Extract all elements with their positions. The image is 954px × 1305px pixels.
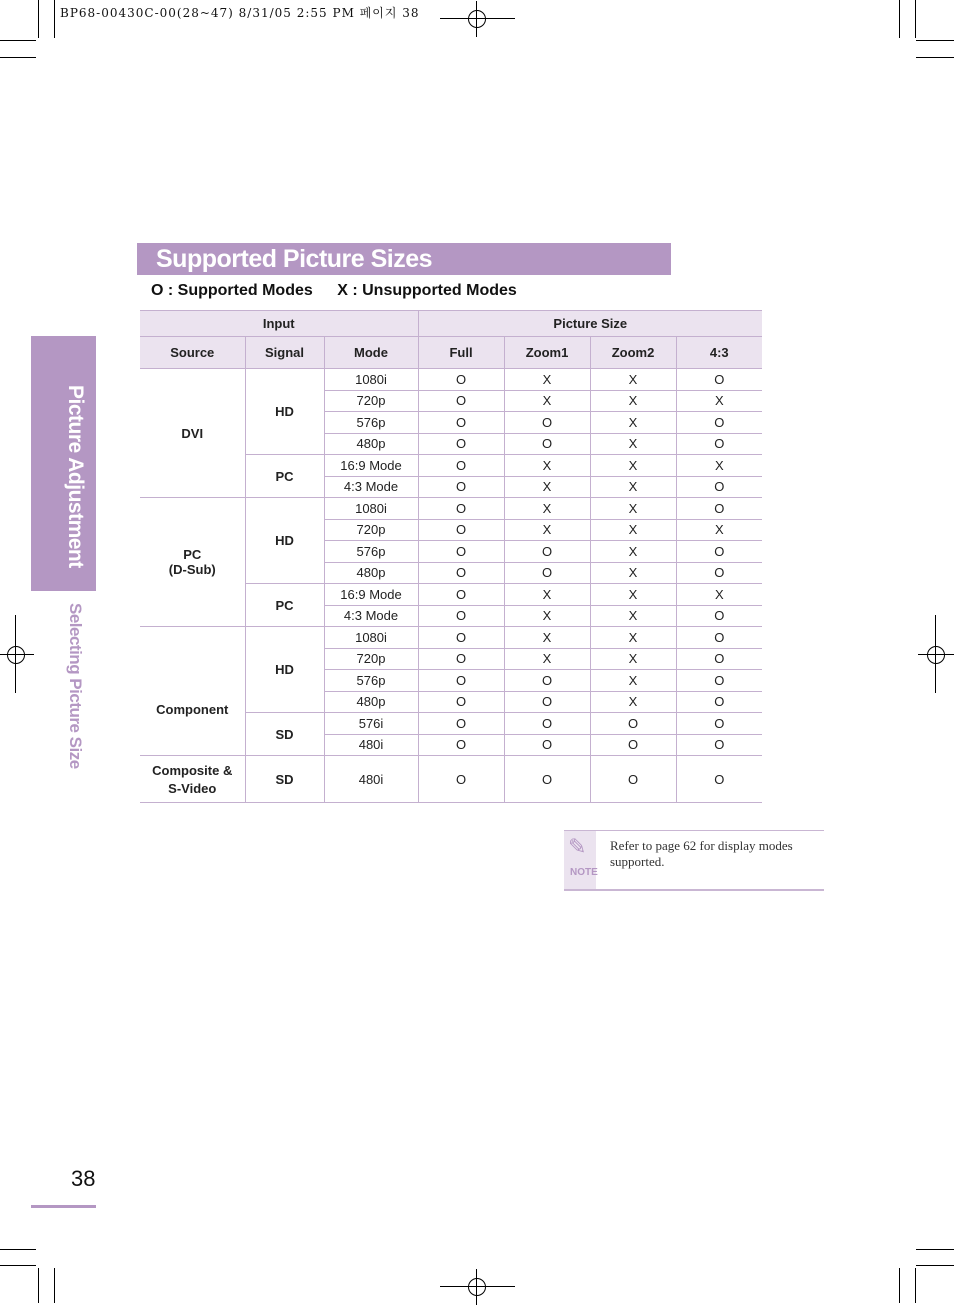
- source-line: Composite &: [152, 762, 233, 778]
- value-cell: O: [418, 433, 504, 455]
- value-cell: O: [676, 541, 762, 563]
- signal-cell: HD: [245, 627, 324, 713]
- source-line: S-Video: [168, 780, 217, 796]
- value-cell: O: [504, 562, 590, 584]
- value-cell: O: [504, 756, 590, 803]
- value-cell: O: [676, 498, 762, 520]
- mode-cell: 16:9 Mode: [324, 455, 418, 477]
- value-cell: O: [504, 691, 590, 713]
- crop-mark: [916, 57, 954, 58]
- signal-cell: SD: [245, 713, 324, 756]
- table-row: [140, 756, 762, 803]
- value-cell: O: [504, 412, 590, 434]
- value-cell: O: [418, 584, 504, 606]
- signal-cell: HD: [245, 369, 324, 455]
- crop-mark: [916, 1265, 954, 1266]
- mode-cell: 576p: [324, 412, 418, 434]
- value-cell: O: [676, 433, 762, 455]
- legend-supported: O : Supported Modes: [151, 282, 313, 299]
- value-cell: O: [676, 369, 762, 391]
- value-cell: O: [418, 455, 504, 477]
- registration-mark: [918, 637, 954, 673]
- mode-cell: 576i: [324, 713, 418, 735]
- column-header: Full: [418, 337, 504, 369]
- legend-unsupported: X : Unsupported Modes: [337, 282, 517, 299]
- crop-mark: [916, 1249, 954, 1250]
- note-label: NOTE: [570, 867, 598, 878]
- value-cell: O: [590, 713, 676, 735]
- mode-cell: 4:3 Mode: [324, 605, 418, 627]
- column-header: Zoom2: [590, 337, 676, 369]
- value-cell: O: [418, 369, 504, 391]
- value-cell: O: [676, 648, 762, 670]
- value-cell: X: [590, 605, 676, 627]
- mode-cell: 480p: [324, 562, 418, 584]
- legend: [151, 282, 517, 300]
- value-cell: X: [590, 562, 676, 584]
- value-cell: X: [590, 670, 676, 692]
- crop-mark: [0, 40, 36, 41]
- signal-cell: HD: [245, 498, 324, 584]
- mode-cell: 1080i: [324, 627, 418, 649]
- value-cell: O: [676, 691, 762, 713]
- table-row: [140, 369, 762, 391]
- crop-mark: [899, 0, 900, 38]
- value-cell: X: [590, 412, 676, 434]
- signal-cell: PC: [245, 584, 324, 627]
- value-cell: O: [676, 476, 762, 498]
- mode-cell: 16:9 Mode: [324, 584, 418, 606]
- mode-cell: 720p: [324, 519, 418, 541]
- value-cell: O: [676, 562, 762, 584]
- value-cell: O: [676, 734, 762, 756]
- value-cell: X: [504, 605, 590, 627]
- crop-mark: [899, 1268, 900, 1303]
- value-cell: O: [676, 412, 762, 434]
- value-cell: O: [418, 519, 504, 541]
- value-cell: O: [418, 670, 504, 692]
- value-cell: X: [504, 627, 590, 649]
- value-cell: O: [676, 605, 762, 627]
- value-cell: X: [590, 627, 676, 649]
- crop-mark: [0, 57, 36, 58]
- value-cell: X: [590, 498, 676, 520]
- value-cell: X: [590, 455, 676, 477]
- page-title: Supported Picture Sizes: [156, 245, 433, 273]
- value-cell: X: [504, 390, 590, 412]
- crop-mark: [916, 40, 954, 41]
- supported-sizes-table: [140, 310, 762, 803]
- value-cell: O: [418, 648, 504, 670]
- value-cell: O: [418, 756, 504, 803]
- signal-cell: PC: [245, 455, 324, 498]
- value-cell: X: [590, 541, 676, 563]
- value-cell: O: [590, 734, 676, 756]
- column-header: Source: [140, 337, 245, 369]
- value-cell: O: [676, 627, 762, 649]
- print-header: BP68-00430C-00(28~47) 8/31/05 2:55 PM 페이지 38: [60, 6, 420, 20]
- column-header: 4:3: [676, 337, 762, 369]
- value-cell: X: [590, 691, 676, 713]
- value-cell: O: [504, 713, 590, 735]
- value-cell: X: [676, 390, 762, 412]
- value-cell: O: [418, 627, 504, 649]
- value-cell: X: [504, 369, 590, 391]
- value-cell: X: [676, 519, 762, 541]
- header-picture-size: Picture Size: [418, 311, 762, 337]
- value-cell: O: [418, 541, 504, 563]
- value-cell: X: [590, 476, 676, 498]
- column-header: Mode: [324, 337, 418, 369]
- registration-mark: [0, 637, 34, 673]
- value-cell: X: [590, 390, 676, 412]
- source-cell: DVI: [140, 369, 245, 498]
- value-cell: O: [418, 498, 504, 520]
- value-cell: X: [504, 648, 590, 670]
- registration-mark: [459, 1, 495, 37]
- value-cell: O: [676, 756, 762, 803]
- table-row: [140, 627, 762, 649]
- crop-mark: [54, 0, 55, 38]
- source-cell: [140, 498, 245, 627]
- value-cell: O: [504, 734, 590, 756]
- mode-cell: 576p: [324, 670, 418, 692]
- value-cell: X: [590, 433, 676, 455]
- registration-mark: [459, 1269, 495, 1305]
- sidebar-subsection-title: Selecting Picture Size: [66, 603, 85, 769]
- column-header: Signal: [245, 337, 324, 369]
- mode-cell: 720p: [324, 648, 418, 670]
- source-line: PC: [183, 547, 202, 562]
- value-cell: O: [418, 691, 504, 713]
- value-cell: X: [504, 584, 590, 606]
- signal-cell: SD: [245, 756, 324, 803]
- crop-mark: [38, 1268, 39, 1303]
- value-cell: X: [504, 519, 590, 541]
- mode-cell: 480i: [324, 734, 418, 756]
- value-cell: O: [418, 412, 504, 434]
- table-row: [140, 498, 762, 520]
- value-cell: O: [504, 670, 590, 692]
- value-cell: O: [504, 541, 590, 563]
- value-cell: X: [676, 455, 762, 477]
- crop-mark: [38, 0, 39, 38]
- value-cell: X: [676, 584, 762, 606]
- value-cell: X: [504, 498, 590, 520]
- sidebar-section-title: Picture Adjustment: [64, 385, 87, 568]
- value-cell: X: [504, 476, 590, 498]
- page-number-rule: [31, 1205, 96, 1208]
- value-cell: O: [418, 713, 504, 735]
- crop-mark: [0, 1249, 36, 1250]
- value-cell: O: [418, 390, 504, 412]
- value-cell: X: [590, 519, 676, 541]
- column-header: Zoom1: [504, 337, 590, 369]
- crop-mark: [54, 1268, 55, 1303]
- mode-cell: 480p: [324, 691, 418, 713]
- value-cell: X: [590, 369, 676, 391]
- value-cell: O: [418, 605, 504, 627]
- value-cell: O: [418, 734, 504, 756]
- value-cell: X: [590, 584, 676, 606]
- mode-cell: 1080i: [324, 369, 418, 391]
- source-cell: Component: [140, 627, 245, 756]
- value-cell: X: [590, 648, 676, 670]
- mode-cell: 480p: [324, 433, 418, 455]
- value-cell: O: [418, 476, 504, 498]
- value-cell: O: [676, 713, 762, 735]
- source-cell: [140, 756, 245, 803]
- mode-cell: 576p: [324, 541, 418, 563]
- mode-cell: 1080i: [324, 498, 418, 520]
- value-cell: O: [676, 670, 762, 692]
- value-cell: O: [504, 433, 590, 455]
- value-cell: O: [418, 562, 504, 584]
- value-cell: X: [504, 455, 590, 477]
- note-text: Refer to page 62 for display modes supported.: [610, 838, 793, 869]
- header-input: Input: [140, 311, 418, 337]
- mode-cell: 480i: [324, 756, 418, 803]
- crop-mark: [915, 0, 916, 38]
- mode-cell: 720p: [324, 390, 418, 412]
- source-line: (D-Sub): [168, 562, 216, 577]
- mode-cell: 4:3 Mode: [324, 476, 418, 498]
- page-number: 38: [71, 1166, 96, 1191]
- crop-mark: [915, 1268, 916, 1303]
- pencil-icon: ✎: [568, 834, 587, 859]
- crop-mark: [0, 1265, 36, 1266]
- value-cell: O: [590, 756, 676, 803]
